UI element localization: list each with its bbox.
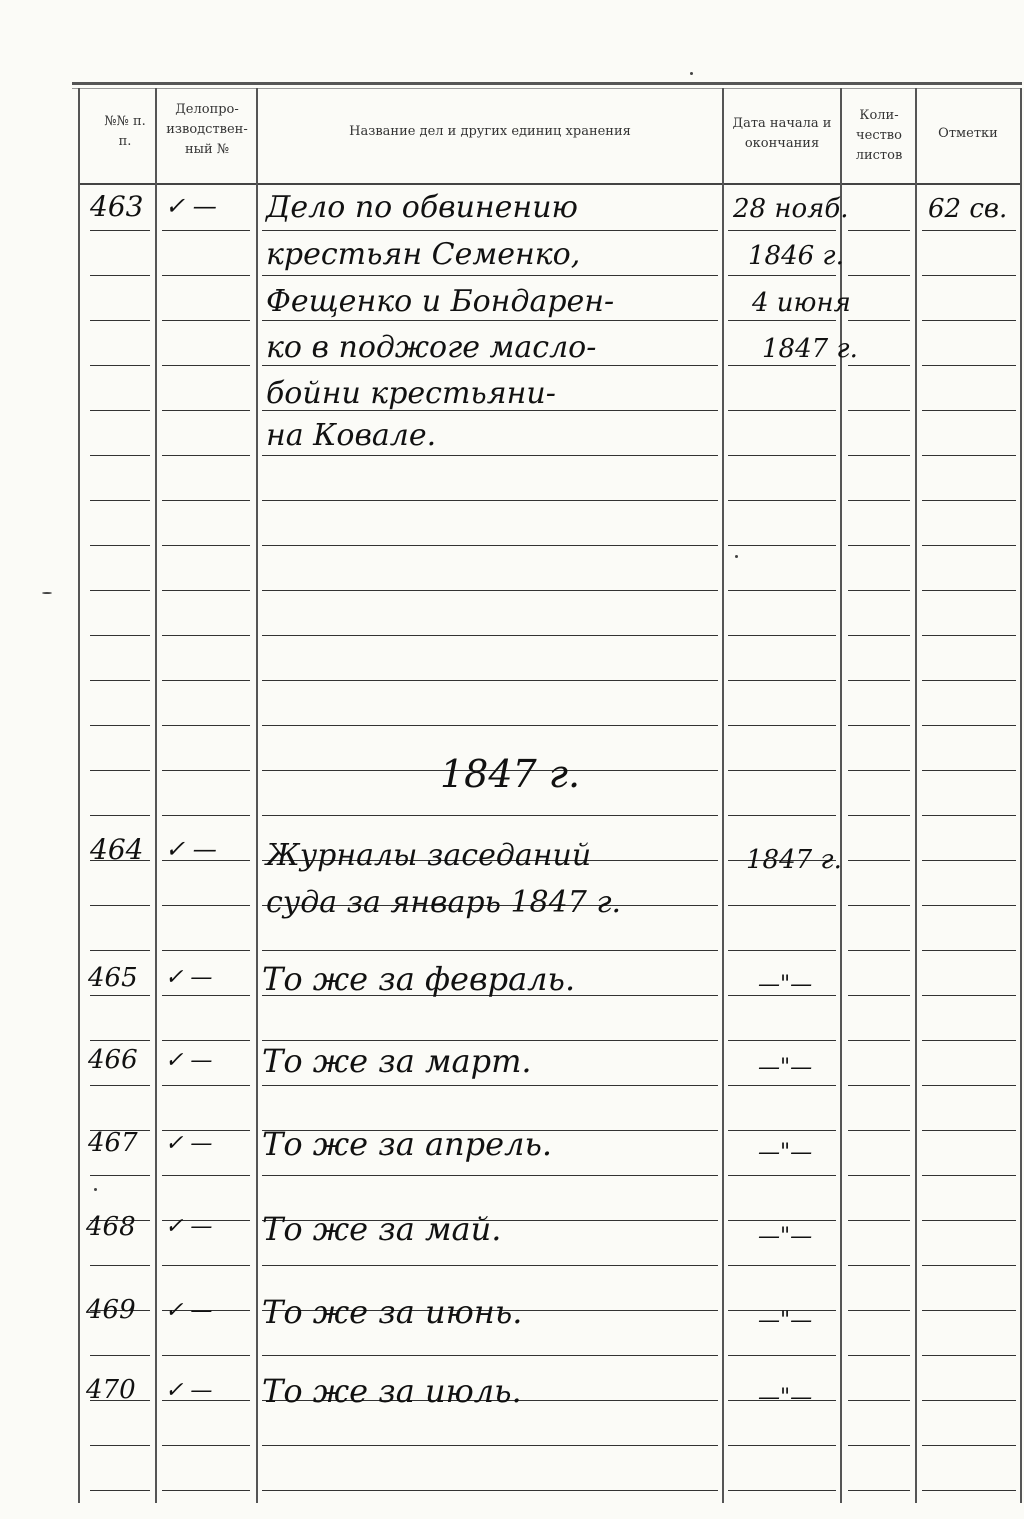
ruled-line bbox=[162, 995, 250, 996]
row-number: 466 bbox=[88, 1045, 138, 1075]
ruled-line bbox=[922, 230, 1016, 231]
ruled-line bbox=[90, 1175, 150, 1176]
ruled-line bbox=[162, 905, 250, 906]
ruled-line bbox=[728, 770, 836, 771]
row-date-line: —"— bbox=[758, 1385, 813, 1410]
ruled-line bbox=[90, 275, 150, 276]
ruled-line bbox=[162, 365, 250, 366]
row-title-line: То же за май. bbox=[262, 1210, 502, 1248]
row-number: 470 bbox=[86, 1375, 136, 1405]
ruled-line bbox=[922, 635, 1016, 636]
ruled-line bbox=[728, 590, 836, 591]
ruled-line bbox=[262, 680, 718, 681]
ruled-line bbox=[162, 1445, 250, 1446]
ruled-line bbox=[90, 365, 150, 366]
ruled-line bbox=[728, 635, 836, 636]
header-col-num: №№ п. п. bbox=[104, 114, 146, 149]
ruled-line bbox=[728, 1220, 836, 1221]
ruled-line bbox=[90, 455, 150, 456]
row-date-line: 1846 г. bbox=[748, 241, 844, 271]
row-date-line: 28 нояб. bbox=[733, 194, 849, 224]
row-title-line: Дело по обвинению bbox=[266, 190, 578, 225]
ruled-line bbox=[848, 1310, 910, 1311]
ruled-line bbox=[848, 950, 910, 951]
ruled-line bbox=[262, 1040, 718, 1041]
row-title-line: Фещенко и Бондарен- bbox=[266, 284, 615, 319]
ruled-line bbox=[162, 1490, 250, 1491]
row-title-line: То же за апрель. bbox=[262, 1125, 553, 1163]
ruled-line bbox=[90, 725, 150, 726]
ruled-line bbox=[90, 1445, 150, 1446]
ruled-line bbox=[262, 455, 718, 456]
row-title-line: То же за март. bbox=[262, 1042, 532, 1080]
ruled-line bbox=[848, 500, 910, 501]
ruled-line bbox=[728, 1175, 836, 1176]
ruled-line bbox=[922, 1310, 1016, 1311]
ruled-line bbox=[848, 1445, 910, 1446]
column-divider-left bbox=[78, 88, 80, 1503]
ruled-line bbox=[162, 635, 250, 636]
ruled-line bbox=[262, 545, 718, 546]
ruled-line bbox=[922, 320, 1016, 321]
ruled-line bbox=[262, 1355, 718, 1356]
ink-speck bbox=[42, 592, 52, 594]
ruled-line bbox=[162, 320, 250, 321]
ruled-line bbox=[922, 1445, 1016, 1446]
row-title-line: То же за июнь. bbox=[262, 1293, 523, 1331]
ruled-line bbox=[848, 1130, 910, 1131]
ruled-line bbox=[262, 950, 718, 951]
row-date-line: —"— bbox=[758, 1055, 813, 1080]
ruled-line bbox=[90, 1355, 150, 1356]
ruled-line bbox=[728, 680, 836, 681]
header-col-sheets: Коли-чество листов bbox=[855, 108, 903, 163]
ruled-line bbox=[848, 1400, 910, 1401]
ruled-line bbox=[728, 455, 836, 456]
ruled-line bbox=[162, 680, 250, 681]
header-col-notes: Отметки bbox=[938, 126, 998, 141]
ruled-line bbox=[728, 1445, 836, 1446]
ink-speck bbox=[690, 72, 693, 75]
ruled-line bbox=[90, 770, 150, 771]
ruled-line bbox=[922, 680, 1016, 681]
ruled-line bbox=[922, 860, 1016, 861]
ruled-line bbox=[162, 410, 250, 411]
row-check-mark: ✓ — bbox=[165, 1131, 213, 1156]
ruled-line bbox=[922, 275, 1016, 276]
ruled-line bbox=[922, 905, 1016, 906]
row-number: 467 bbox=[88, 1128, 138, 1158]
ruled-line bbox=[262, 1490, 718, 1491]
row-check-mark: ✓ — bbox=[165, 192, 217, 220]
ruled-line bbox=[162, 815, 250, 816]
ruled-line bbox=[848, 905, 910, 906]
ruled-line bbox=[262, 320, 718, 321]
ruled-line bbox=[848, 1085, 910, 1086]
ruled-line bbox=[162, 590, 250, 591]
ruled-line bbox=[848, 590, 910, 591]
ruled-line bbox=[922, 1355, 1016, 1356]
ruled-line bbox=[90, 1265, 150, 1266]
ruled-line bbox=[90, 680, 150, 681]
ruled-line bbox=[90, 1040, 150, 1041]
ruled-line bbox=[262, 230, 718, 231]
ruled-line bbox=[922, 950, 1016, 951]
ruled-line bbox=[848, 995, 910, 996]
ruled-line bbox=[262, 500, 718, 501]
row-check-mark: ✓ — bbox=[165, 1298, 213, 1323]
row-date-line: 4 июня bbox=[752, 288, 851, 318]
row-date-line: —"— bbox=[758, 1308, 813, 1333]
row-title-line: на Ковале. bbox=[266, 418, 437, 453]
row-date-line: 1847 г. bbox=[746, 845, 842, 875]
ruled-line bbox=[848, 1265, 910, 1266]
year-heading: 1847 г. bbox=[440, 752, 581, 796]
row-number: 463 bbox=[90, 190, 144, 223]
ruled-line bbox=[162, 1085, 250, 1086]
ruled-line bbox=[848, 815, 910, 816]
row-number: 468 bbox=[86, 1212, 136, 1242]
ruled-line bbox=[848, 545, 910, 546]
row-title-line: крестьян Семенко, bbox=[266, 237, 581, 272]
ruled-line bbox=[848, 230, 910, 231]
ruled-line bbox=[848, 725, 910, 726]
ruled-line bbox=[728, 275, 836, 276]
ruled-line bbox=[90, 320, 150, 321]
column-divider-title bbox=[722, 88, 724, 1503]
ruled-line bbox=[728, 1085, 836, 1086]
ruled-line bbox=[848, 770, 910, 771]
row-title-line: бойни крестьяни- bbox=[266, 376, 556, 411]
ruled-line bbox=[922, 1400, 1016, 1401]
ruled-line bbox=[90, 545, 150, 546]
ruled-line bbox=[848, 1490, 910, 1491]
ruled-line bbox=[90, 410, 150, 411]
ruled-line bbox=[162, 500, 250, 501]
ruled-line bbox=[848, 1040, 910, 1041]
row-title-line: суда за январь 1847 г. bbox=[266, 885, 622, 920]
row-title-line: То же за июль. bbox=[262, 1372, 522, 1410]
ruled-line bbox=[728, 1040, 836, 1041]
ruled-line bbox=[90, 590, 150, 591]
ruled-line bbox=[262, 815, 718, 816]
ruled-line bbox=[262, 635, 718, 636]
ruled-line bbox=[848, 410, 910, 411]
row-date-line: 1847 г. bbox=[762, 334, 858, 364]
ruled-line bbox=[728, 365, 836, 366]
ruled-line bbox=[162, 1355, 250, 1356]
ruled-line bbox=[922, 995, 1016, 996]
ruled-line bbox=[162, 1265, 250, 1266]
row-check-mark: ✓ — bbox=[165, 1048, 213, 1073]
row-number: 465 bbox=[88, 963, 138, 993]
ruled-line bbox=[162, 1175, 250, 1176]
header-col-office: Делопро-изводствен-ный № bbox=[166, 102, 248, 157]
header-col-dates: Дата начала и окончания bbox=[732, 116, 832, 151]
ruled-line bbox=[262, 365, 718, 366]
ruled-line bbox=[728, 950, 836, 951]
ruled-line bbox=[90, 230, 150, 231]
ruled-line bbox=[90, 995, 150, 996]
ruled-line bbox=[728, 1355, 836, 1356]
column-divider-num bbox=[155, 88, 157, 1503]
row-number: 469 bbox=[86, 1295, 136, 1325]
ruled-line bbox=[162, 275, 250, 276]
row-check-mark: ✓ — bbox=[165, 1378, 213, 1403]
ruled-line bbox=[162, 725, 250, 726]
ruled-line bbox=[922, 365, 1016, 366]
header-bottom-border bbox=[78, 183, 1022, 185]
ruled-line bbox=[848, 320, 910, 321]
ruled-line bbox=[922, 410, 1016, 411]
ruled-line bbox=[262, 725, 718, 726]
row-title-line: То же за февраль. bbox=[262, 960, 576, 998]
ruled-line bbox=[922, 815, 1016, 816]
ruled-line bbox=[922, 1220, 1016, 1221]
ruled-line bbox=[162, 1040, 250, 1041]
ruled-line bbox=[848, 860, 910, 861]
ink-speck bbox=[735, 555, 738, 558]
ruled-line bbox=[848, 680, 910, 681]
row-number: 464 bbox=[90, 833, 144, 866]
row-date-line: —"— bbox=[758, 1140, 813, 1165]
table-top-border bbox=[72, 82, 1022, 85]
ruled-line bbox=[922, 770, 1016, 771]
ruled-line bbox=[728, 905, 836, 906]
ruled-line bbox=[262, 1085, 718, 1086]
ruled-line bbox=[848, 455, 910, 456]
column-divider-sheets bbox=[915, 88, 917, 1503]
column-divider-office bbox=[256, 88, 258, 1503]
table-top-border-inner bbox=[72, 88, 1022, 89]
ruled-line bbox=[90, 950, 150, 951]
ruled-line bbox=[922, 1085, 1016, 1086]
ruled-line bbox=[728, 230, 836, 231]
row-notes: 62 св. bbox=[928, 194, 1008, 224]
ruled-line bbox=[262, 1265, 718, 1266]
row-check-mark: ✓ — bbox=[165, 835, 217, 863]
ruled-line bbox=[848, 275, 910, 276]
ruled-line bbox=[922, 590, 1016, 591]
ruled-line bbox=[848, 365, 910, 366]
ruled-line bbox=[262, 590, 718, 591]
ruled-line bbox=[162, 950, 250, 951]
ruled-line bbox=[848, 1220, 910, 1221]
row-check-mark: ✓ — bbox=[165, 965, 213, 990]
ruled-line bbox=[728, 1490, 836, 1491]
ruled-line bbox=[848, 1355, 910, 1356]
ruled-line bbox=[922, 545, 1016, 546]
row-check-mark: ✓ — bbox=[165, 1214, 213, 1239]
ruled-line bbox=[262, 275, 718, 276]
ruled-line bbox=[848, 635, 910, 636]
ruled-line bbox=[922, 725, 1016, 726]
ruled-line bbox=[162, 230, 250, 231]
ruled-line bbox=[728, 1130, 836, 1131]
ruled-line bbox=[922, 1265, 1016, 1266]
ruled-line bbox=[922, 1490, 1016, 1491]
row-date-line: —"— bbox=[758, 1224, 813, 1249]
ruled-line bbox=[90, 815, 150, 816]
ruled-line bbox=[728, 1265, 836, 1266]
ruled-line bbox=[848, 1175, 910, 1176]
ruled-line bbox=[90, 1490, 150, 1491]
ruled-line bbox=[922, 500, 1016, 501]
ruled-line bbox=[728, 815, 836, 816]
ruled-line bbox=[90, 1085, 150, 1086]
row-title-line: Журналы заседаний bbox=[266, 838, 592, 873]
row-date-line: —"— bbox=[758, 972, 813, 997]
ruled-line bbox=[262, 1445, 718, 1446]
ruled-line bbox=[728, 545, 836, 546]
ruled-line bbox=[728, 725, 836, 726]
ruled-line bbox=[922, 455, 1016, 456]
ruled-line bbox=[162, 545, 250, 546]
ruled-line bbox=[922, 1175, 1016, 1176]
ruled-line bbox=[728, 410, 836, 411]
ruled-line bbox=[728, 500, 836, 501]
ruled-line bbox=[90, 500, 150, 501]
ruled-line bbox=[922, 1040, 1016, 1041]
ruled-line bbox=[262, 1175, 718, 1176]
ruled-line bbox=[728, 320, 836, 321]
ruled-line bbox=[90, 905, 150, 906]
row-title-line: ко в поджоге масло- bbox=[266, 330, 597, 365]
ruled-line bbox=[90, 635, 150, 636]
ruled-line bbox=[922, 1130, 1016, 1131]
header-col-title: Название дел и других единиц хранения bbox=[349, 124, 631, 139]
ruled-line bbox=[162, 770, 250, 771]
ink-speck bbox=[94, 1188, 97, 1191]
ruled-line bbox=[162, 455, 250, 456]
column-divider-right bbox=[1020, 88, 1022, 1503]
